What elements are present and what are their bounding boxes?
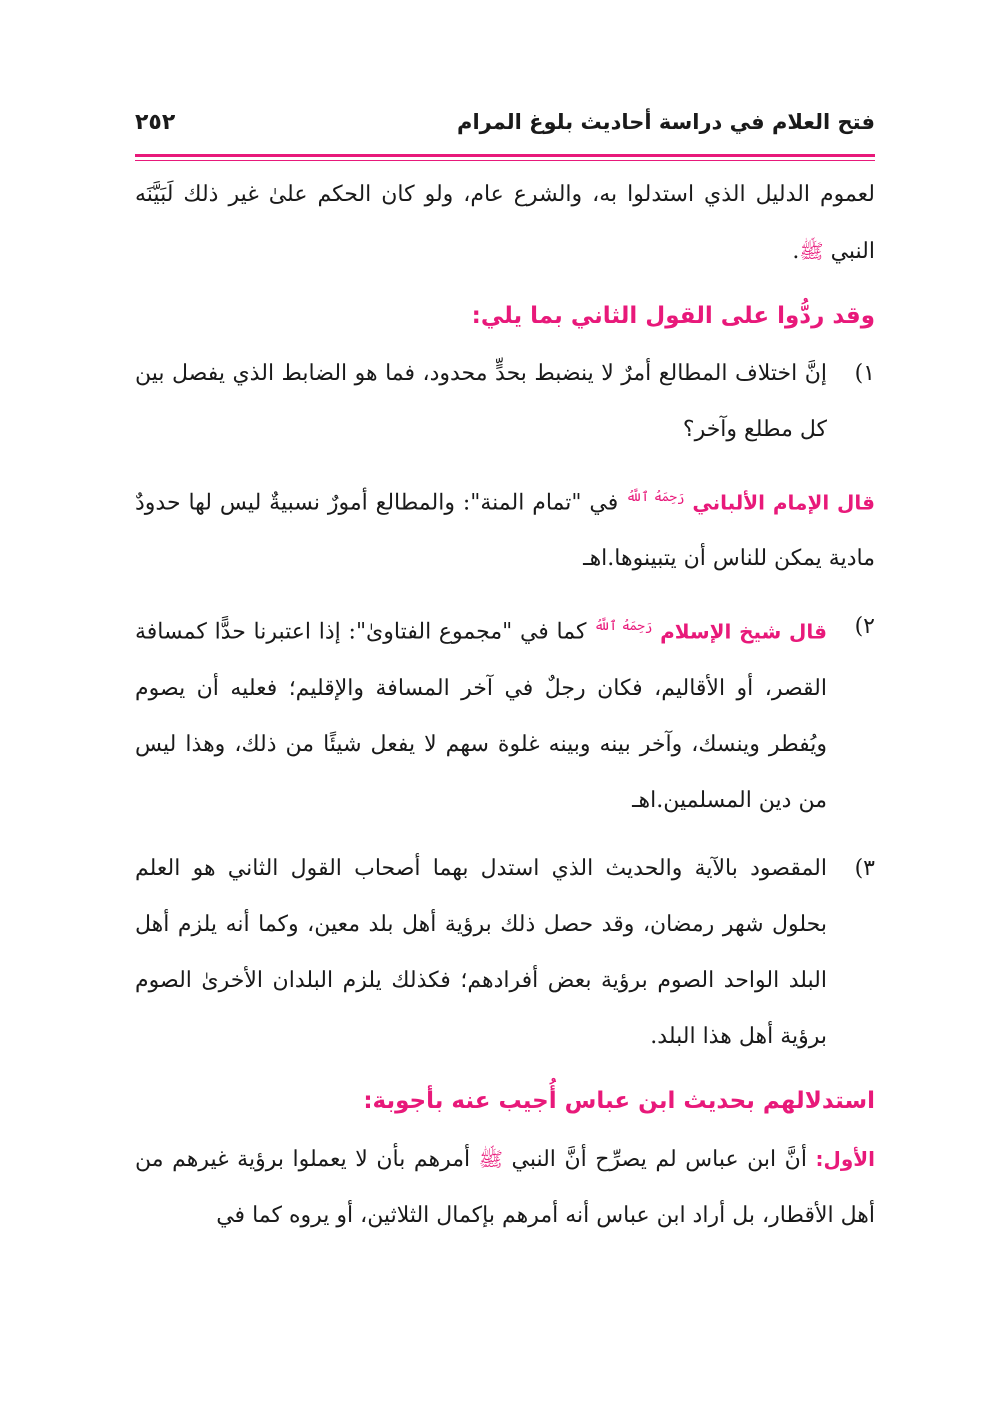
intro-text: لعموم الدليل الذي استدلوا به، والشرع عام، ولو كان الحكم علىٰ غير ذلك لَبَيَّنَه النبي (135, 182, 875, 264)
item-number: ٢) (854, 614, 875, 640)
section-heading-ibn-abbas: استدلالهم بحديث ابن عباس أُجيب عنه بأجوبة: (363, 1087, 875, 1114)
item-number: ٣) (854, 855, 875, 881)
book-title: فتح العلام في دراسة أحاديث بلوغ المرام (457, 110, 875, 134)
rahimahullah-icon: رَحِمَهُ ٱللَّهُ (594, 619, 653, 635)
list-item-3 (135, 841, 875, 1065)
item-quote-text: كما في "مجموع الفتاوىٰ": إذا اعتبرنا حدًّا كمسافة القصر، أو الأقاليم، فكان رجلٌ في آخر المسافة والإقليم؛ فعليه أن يصوم ويُفطر وينسك، وآخر بينه وبينه غلوة سهم لا يفعل شيئًا من ذلك، وهذا ليس من دين المسلمين.اهـ (135, 619, 827, 813)
rahimahullah-icon: رَحِمَهُ ٱللَّهُ (626, 490, 685, 505)
header-rule-thin (135, 160, 875, 161)
item-speaker: قال شيخ الإسلام (660, 619, 827, 644)
list-item-1 (135, 346, 875, 458)
first-answer-text-after: أمرهم بأن لا يعملوا برؤية غيرهم من أهل الأقطار، بل أراد ابن عباس أنه أمرهم بإكمال الثلاثين، أو يروه كما في (135, 1146, 875, 1228)
quote-text: في "تمام المنة": والمطالع أمورٌ نسبيةٌ ليس لها حدودٌ مادية يمكن للناس أن يتبينوها.اهـ (135, 490, 875, 572)
item-text: المقصود بالآية والحديث الذي استدل بهما أصحاب القول الثاني هو العلم بحلول شهر رمضان، وقد حصل ذلك برؤية أهل بلد معين، وكما أنه يلزم أهل البلد الواحد الصوم برؤية بعض أفرادهم؛ فكذلك يلزم البلدان الأخرىٰ الصوم برؤية أهل هذا البلد. (135, 855, 827, 1049)
section-heading-rebuttals: وقد ردُّوا على القول الثاني بما يلي: (471, 303, 875, 329)
intro-end: . (792, 239, 800, 264)
page-number: ٢٥٢ (135, 110, 176, 135)
first-answer-paragraph (135, 1131, 875, 1244)
list-item-2 (135, 599, 875, 828)
item-text: إنَّ اختلاف المطالع أمرٌ لا ينضبط بحدٍّ محدود، فما هو الضابط الذي يفصل بين كل مطلع وآخر؟ (135, 361, 827, 442)
running-header (135, 110, 875, 148)
intro-paragraph (135, 167, 875, 280)
item-number: ١) (854, 361, 875, 386)
salawat-icon: ﷺ (799, 239, 824, 263)
salawat-icon: ﷺ (478, 1146, 503, 1171)
first-answer-text-before: أنَّ ابن عباس لم يصرِّح أنَّ النبي (511, 1146, 807, 1172)
item-text (135, 599, 827, 828)
albani-quote (135, 470, 875, 587)
first-answer-label: الأول: (815, 1146, 876, 1171)
quote-speaker: قال الإمام الألباني (692, 490, 875, 515)
header-rule-thick (135, 154, 875, 157)
book-page (135, 110, 875, 1244)
